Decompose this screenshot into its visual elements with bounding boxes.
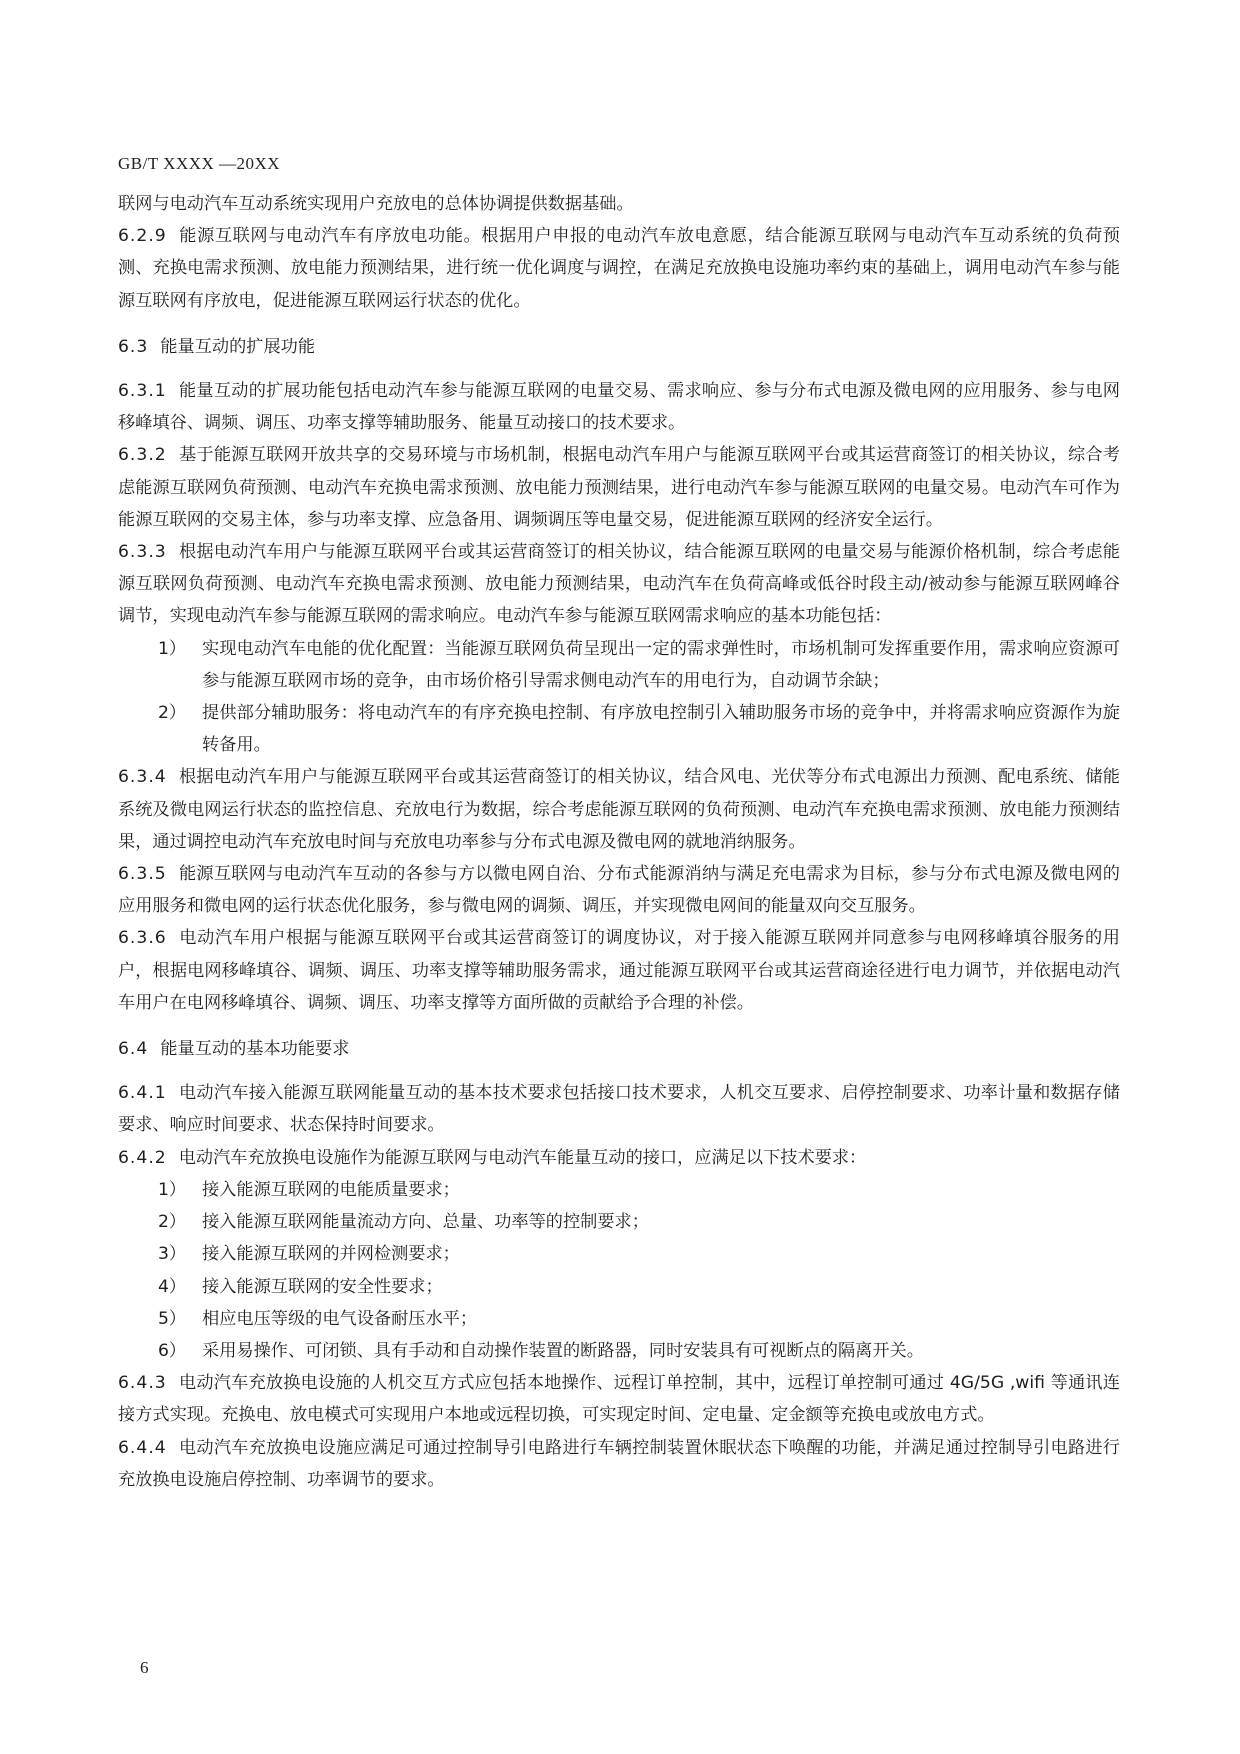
list-marker: 6） bbox=[158, 1340, 187, 1361]
list-marker: 2） bbox=[158, 703, 187, 724]
clause-6-3-4 bbox=[118, 761, 1120, 858]
section-title: 能量互动的基本功能要求 bbox=[160, 1039, 350, 1060]
clause-number: 6.4.3 bbox=[118, 1373, 167, 1394]
clause-number: 6.3.1 bbox=[118, 381, 167, 402]
clause-text: 电动汽车充放换电设施作为能源互联网与电动汽车能量互动的接口，应满足以下技术要求： bbox=[178, 1147, 867, 1168]
clause-6-4-3 bbox=[118, 1367, 1120, 1431]
clause-text: 根据电动汽车用户与能源互联网平台或其运营商签订的相关协议，结合风电、光伏等分布式电源出力预测、配电系统、储能系统及微电网运行状态的监控信息、充放电行为数据，综合考虑能源互联网的负荷预测、电动汽车充换电需求预测、放电能力预测结果，通过调控电动汽车充放电时间与充放电功率参与分布式电源及微电网的就地消纳服务。 bbox=[118, 767, 1120, 852]
clause-text: 电动汽车接入能源互联网能量互动的基本技术要求包括接口技术要求，人机交互要求、启停控制要求、功率计量和数据存储要求、响应时间要求、状态保持时间要求。 bbox=[118, 1083, 1120, 1136]
clause-6-4-4 bbox=[118, 1432, 1120, 1496]
section-heading-6-3 bbox=[118, 331, 1120, 363]
paragraph-continuation: 联网与电动汽车互动系统实现用户充放电的总体协调提供数据基础。 bbox=[118, 194, 634, 214]
clause-6-3-3 bbox=[118, 536, 1120, 633]
section-heading-6-4 bbox=[118, 1033, 1120, 1065]
list-item-text: 提供部分辅助服务：将电动汽车的有序充换电控制、有序放电控制引入辅助服务市场的竞争中，并将需求响应资源作为旋转备用。 bbox=[202, 703, 1120, 756]
standard-code-header: GB/T XXXX —20XX bbox=[118, 154, 281, 173]
list-item bbox=[118, 697, 1120, 761]
clause-text: 电动汽车充放换电设施的人机交互方式应包括本地操作、远程订单控制，其中，远程订单控制可通过 4G/5G ,wifi 等通讯连接方式实现。充换电、放电模式可实现用户本地或远程切换，可实现定时间、定电量、定金额等充换电或放电方式。 bbox=[118, 1373, 1120, 1426]
list-marker: 4） bbox=[158, 1276, 187, 1297]
list-item bbox=[118, 1303, 1120, 1335]
list-item bbox=[118, 633, 1120, 697]
clause-6-4-1 bbox=[118, 1077, 1120, 1141]
section-number: 6.3 bbox=[118, 336, 149, 357]
clause-text: 根据电动汽车用户与能源互联网平台或其运营商签订的相关协议，结合能源互联网的电量交易与能源价格机制，综合考虑能源互联网负荷预测、电动汽车充换电需求预测、放电能力预测结果，电动汽车在负荷高峰或低谷时段主动/被动参与能源互联网峰谷调节，实现电动汽车参与能源互联网的需求响应。电动汽车参与能源互联网需求响应的基本功能包括： bbox=[118, 542, 1120, 627]
clause-6-3-1 bbox=[118, 375, 1120, 439]
clause-6-4-2 bbox=[118, 1142, 1120, 1174]
clause-number: 6.3.5 bbox=[118, 864, 167, 885]
clause-number: 6.4.1 bbox=[118, 1083, 167, 1104]
list-marker: 1） bbox=[158, 638, 187, 659]
list-item bbox=[118, 1335, 1120, 1367]
clause-text: 能源互联网与电动汽车互动的各参与方以微电网自治、分布式能源消纳与满足充电需求为目标，参与分布式电源及微电网的应用服务和微电网的运行状态优化服务，参与微电网的调频、调压，并实现微电网间的能量双向交互服务。 bbox=[118, 864, 1120, 917]
list-item-text: 接入能源互联网能量流动方向、总量、功率等的控制要求； bbox=[202, 1212, 649, 1233]
clause-6-3-5 bbox=[118, 858, 1120, 922]
clause-number: 6.4.4 bbox=[118, 1437, 167, 1458]
clause-6-2-9 bbox=[118, 220, 1120, 317]
clause-text: 电动汽车用户根据与能源互联网平台或其运营商签订的调度协议，对于接入能源互联网并同意参与电网移峰填谷服务的用户，根据电网移峰填谷、调频、调压、功率支撑等辅助服务需求，通过能源互联网平台或其运营商途径进行电力调节，并依据电动汽车用户在电网移峰填谷、调频、调压、功率支撑等方面所做的贡献给予合理的补偿。 bbox=[118, 928, 1120, 1013]
clause-text: 电动汽车充放换电设施应满足可通过控制导引电路进行车辆控制装置休眠状态下唤醒的功能，并满足通过控制导引电路进行充放换电设施启停控制、功率调节的要求。 bbox=[118, 1437, 1120, 1490]
list-marker: 3） bbox=[158, 1244, 187, 1265]
list-item-text: 相应电压等级的电气设备耐压水平； bbox=[202, 1308, 478, 1329]
list-item-text: 接入能源互联网的安全性要求； bbox=[202, 1276, 443, 1297]
list-marker: 2） bbox=[158, 1212, 187, 1233]
clause-number: 6.4.2 bbox=[118, 1147, 167, 1168]
list-item-text: 接入能源互联网的并网检测要求； bbox=[202, 1244, 460, 1265]
clause-6-3-6 bbox=[118, 922, 1120, 1019]
section-number: 6.4 bbox=[118, 1039, 149, 1060]
clause-number: 6.2.9 bbox=[118, 226, 167, 247]
clause-text: 基于能源互联网开放共享的交易环境与市场机制，根据电动汽车用户与能源互联网平台或其运营商签订的相关协议，综合考虑能源互联网负荷预测、电动汽车充换电需求预测、放电能力预测结果，进行电动汽车参与能源互联网的电量交易。电动汽车可作为能源互联网的交易主体，参与功率支撑、应急备用、调频调压等电量交易，促进能源互联网的经济安全运行。 bbox=[118, 445, 1120, 530]
clause-number: 6.3.3 bbox=[118, 542, 167, 563]
list-item bbox=[118, 1271, 1120, 1303]
clause-number: 6.3.2 bbox=[118, 445, 167, 466]
section-title: 能量互动的扩展功能 bbox=[160, 336, 316, 357]
clause-number: 6.3.6 bbox=[118, 928, 167, 949]
clause-text: 能量互动的扩展功能包括电动汽车参与能源互联网的电量交易、需求响应、参与分布式电源及微电网的应用服务、参与电网移峰填谷、调频、调压、功率支撑等辅助服务、能量互动接口的技术要求。 bbox=[118, 381, 1120, 434]
list-item bbox=[118, 1238, 1120, 1270]
list-item bbox=[118, 1174, 1120, 1206]
list-item-text: 实现电动汽车电能的优化配置：当能源互联网负荷呈现出一定的需求弹性时，市场机制可发挥重要作用，需求响应资源可参与能源互联网市场的竞争，由市场价格引导需求侧电动汽车的用电行为，自动调节余缺； bbox=[202, 638, 1120, 691]
page-number: 6 bbox=[140, 1658, 149, 1677]
clause-text: 能源互联网与电动汽车有序放电功能。根据用户申报的电动汽车放电意愿，结合能源互联网与电动汽车互动系统的负荷预测、充换电需求预测、放电能力预测结果，进行统一优化调度与调控，在满足充放换电设施功率约束的基础上，调用电动汽车参与能源互联网有序放电，促进能源互联网运行状态的优化。 bbox=[118, 226, 1120, 311]
clause-number: 6.3.4 bbox=[118, 767, 167, 788]
list-marker: 1） bbox=[158, 1179, 187, 1200]
list-item bbox=[118, 1206, 1120, 1238]
list-item-text: 采用易操作、可闭锁、具有手动和自动操作装置的断路器，同时安装具有可视断点的隔离开关。 bbox=[202, 1340, 924, 1361]
document-body bbox=[118, 188, 1120, 1496]
list-item-text: 接入能源互联网的电能质量要求； bbox=[202, 1179, 460, 1200]
list-marker: 5） bbox=[158, 1308, 187, 1329]
clause-6-3-2 bbox=[118, 439, 1120, 536]
